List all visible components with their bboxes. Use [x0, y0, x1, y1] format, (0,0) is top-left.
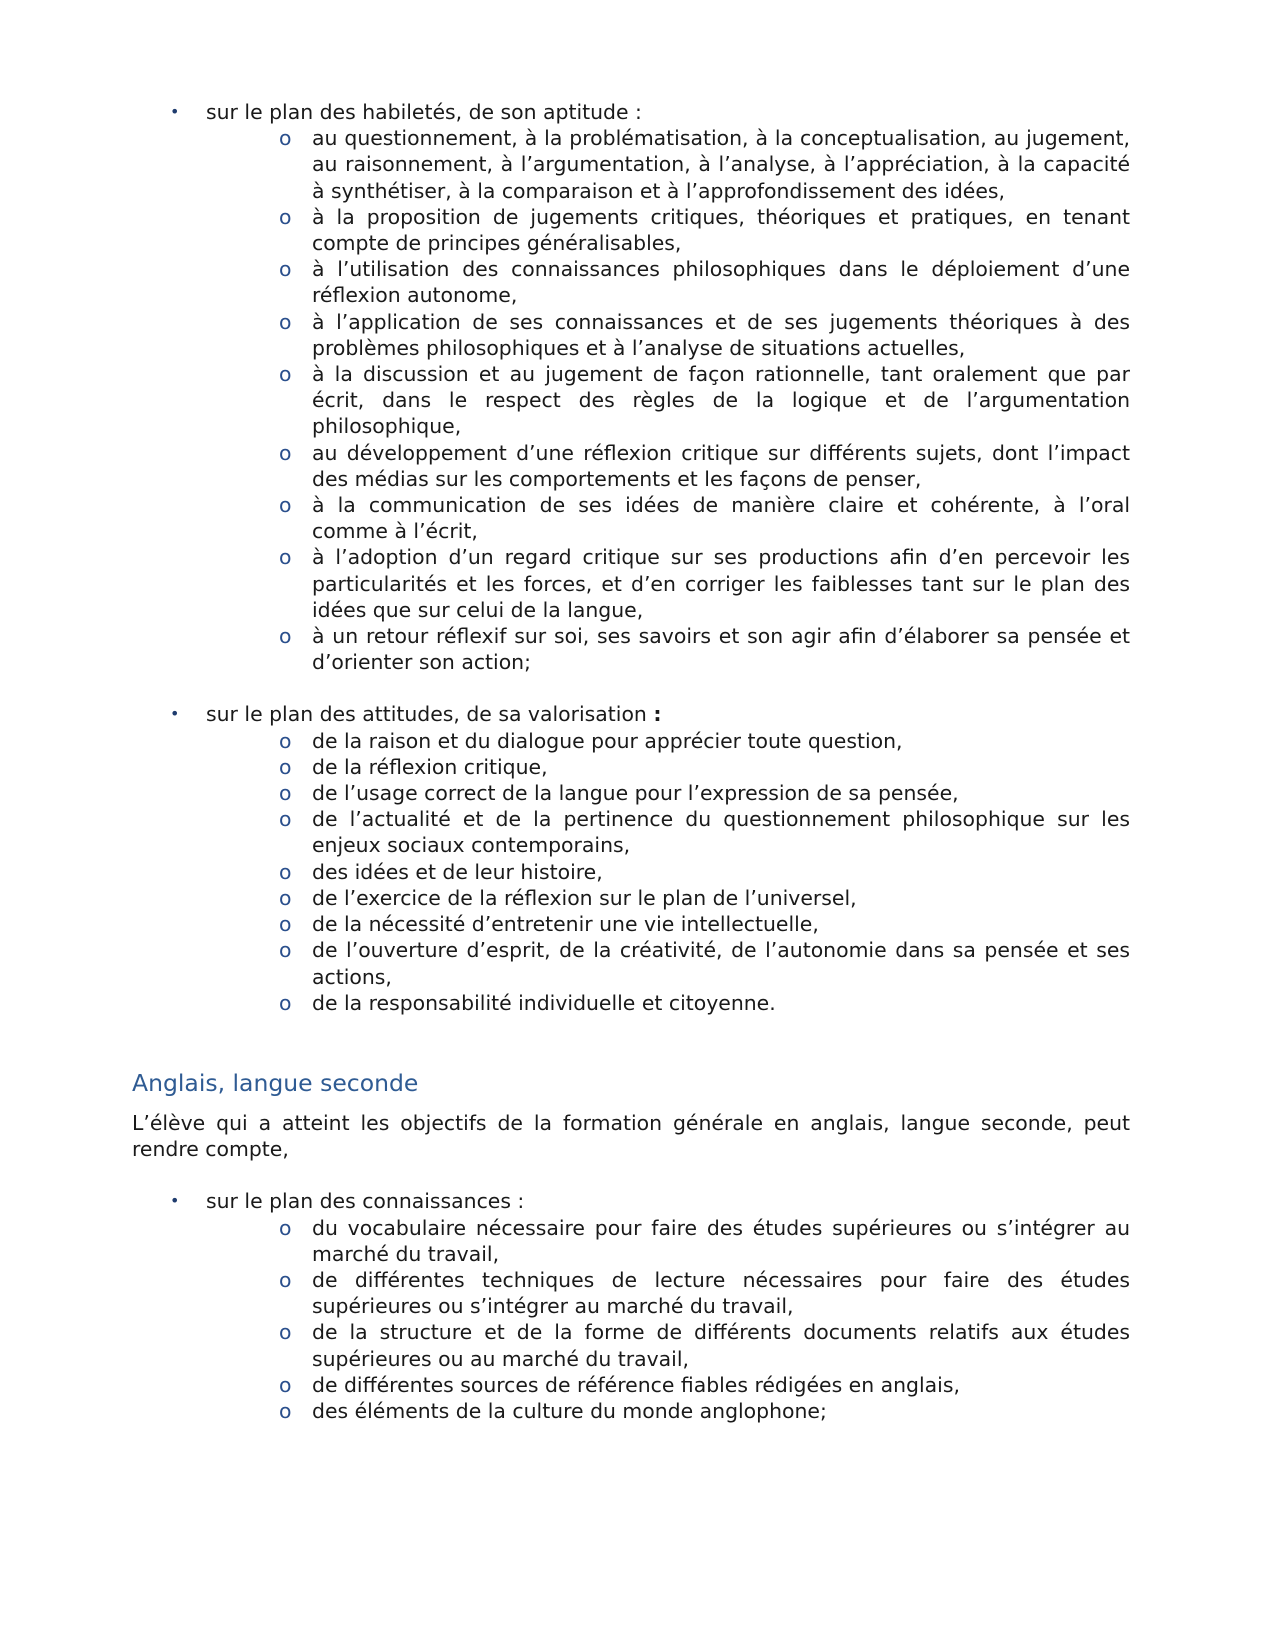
sub-bullet-icon: o — [279, 1215, 292, 1240]
list-item — [279, 937, 1130, 989]
list-item-text: du vocabulaire nécessaire pour faire des études supérieures ou s’intégrer au marché du travail, — [312, 1215, 1130, 1266]
list-item-text: à l’application de ses connaissances et de ses jugements théoriques à des problèmes philosophiques et à l’analyse de situations actuelles, — [312, 309, 1130, 360]
sub-bullet-icon: o — [279, 1398, 292, 1423]
attitudes-item — [132, 701, 1130, 1015]
list-item — [279, 806, 1130, 858]
anglais-list — [132, 1188, 1130, 1424]
list-item — [279, 728, 1130, 754]
attitudes-lead: sur le plan des attitudes, de sa valorisation — [206, 702, 647, 727]
list-item — [279, 623, 1130, 675]
sub-bullet-icon: o — [279, 1320, 292, 1345]
list-item — [279, 1215, 1130, 1267]
list-item — [279, 1319, 1130, 1371]
attitudes-sublist — [206, 728, 1130, 1016]
list-item-text: des éléments de la culture du monde anglophone; — [312, 1398, 827, 1423]
list-item — [279, 440, 1130, 492]
sub-bullet-icon: o — [279, 807, 292, 832]
list-item-text: de la structure et de la forme de différents documents relatifs aux études supérieures ou au marché du travail, — [312, 1320, 1130, 1371]
attitudes-lead-colon: : — [653, 702, 662, 727]
connaissances-sublist — [206, 1215, 1130, 1425]
list-item — [279, 309, 1130, 361]
habiletes-sublist — [206, 125, 1130, 675]
anglais-intro: L’élève qui a atteint les objectifs de la formation générale en anglais, langue seconde, peut rendre compte, — [132, 1110, 1130, 1162]
list-item-text: à un retour réflexif sur soi, ses savoirs et son agir afin d’élaborer sa pensée et d’orienter son action; — [312, 624, 1130, 675]
connaissances-item — [132, 1188, 1130, 1424]
list-item — [279, 544, 1130, 623]
list-item-text: de l’exercice de la réflexion sur le plan de l’universel, — [312, 885, 857, 910]
list-item-text: au questionnement, à la problématisation, à la conceptualisation, au jugement, au raisonnement, à l’argumentation, à l’analyse, à l’appréciation, à la capacité à synthétiser, à la comparaison et à l’approfondissement des idées, — [312, 126, 1130, 203]
list-item — [279, 256, 1130, 308]
list-item-text: à l’adoption d’un regard critique sur ses productions afin d’en percevoir les particularités et les forces, et d’en corriger les faiblesses tant sur le plan des idées que sur celui de la langue, — [312, 545, 1130, 622]
list-item-text: au développement d’une réflexion critique sur différents sujets, dont l’impact des médias sur les comportements et les façons de penser, — [312, 440, 1130, 491]
list-item — [279, 1372, 1130, 1398]
sub-bullet-icon: o — [279, 1372, 292, 1397]
list-item — [279, 780, 1130, 806]
sub-bullet-icon: o — [279, 859, 292, 884]
connaissances-lead: sur le plan des connaissances : — [206, 1189, 525, 1214]
list-item — [279, 1398, 1130, 1424]
sub-bullet-icon: o — [279, 624, 292, 649]
sub-bullet-icon: o — [279, 204, 292, 229]
list-item-text: de l’usage correct de la langue pour l’expression de sa pensée, — [312, 781, 959, 806]
list-item-text: de l’actualité et de la pertinence du questionnement philosophique sur les enjeux sociaux contemporains, — [312, 807, 1130, 858]
section-heading-anglais: Anglais, langue seconde — [132, 1068, 419, 1097]
list-item — [279, 754, 1130, 780]
list-item-text: de la raison et du dialogue pour apprécier toute question, — [312, 728, 903, 753]
list-item-text: de différentes techniques de lecture nécessaires pour faire des études supérieures ou s’intégrer au marché du travail, — [312, 1267, 1130, 1319]
list-item-text: à la discussion et au jugement de façon rationnelle, tant oralement que par écrit, dans le respect des règles de la logique et de l’argumentation philosophique, — [312, 362, 1130, 439]
sub-bullet-icon: o — [279, 126, 292, 151]
sub-bullet-icon: o — [279, 938, 292, 963]
list-item — [279, 1267, 1130, 1319]
bullet-icon: • — [170, 704, 180, 724]
list-item — [279, 885, 1130, 911]
sub-bullet-icon: o — [279, 1267, 292, 1292]
list-item — [279, 492, 1130, 544]
list-item — [279, 204, 1130, 256]
list-item — [279, 859, 1130, 885]
sub-bullet-icon: o — [279, 728, 292, 753]
sub-bullet-icon: o — [279, 545, 292, 570]
sub-bullet-icon: o — [279, 440, 292, 465]
list-item-text: à l’utilisation des connaissances philosophiques dans le déploiement d’une réflexion autonome, — [312, 257, 1130, 308]
list-item-text: des idées et de leur histoire, — [312, 859, 603, 884]
sub-bullet-icon: o — [279, 990, 292, 1015]
list-item — [279, 361, 1130, 440]
list-item — [279, 125, 1130, 204]
sub-bullet-icon: o — [279, 257, 292, 282]
page-content — [132, 99, 1130, 1424]
list-item — [279, 990, 1130, 1016]
list-item-text: de différentes sources de référence fiables rédigées en anglais, — [312, 1372, 960, 1397]
sub-bullet-icon: o — [279, 754, 292, 779]
list-item-text: à la communication de ses idées de manière claire et cohérente, à l’oral comme à l’écrit, — [312, 493, 1130, 544]
bullet-icon: • — [170, 102, 180, 121]
sub-bullet-icon: o — [279, 781, 292, 806]
list-item-text: de la réflexion critique, — [312, 754, 548, 779]
sub-bullet-icon: o — [279, 309, 292, 334]
sub-bullet-icon: o — [279, 912, 292, 937]
habiletes-lead: sur le plan des habiletés, de son aptitude : — [206, 100, 642, 124]
list-item — [279, 911, 1130, 937]
sub-bullet-icon: o — [279, 885, 292, 910]
list-item-text: à la proposition de jugements critiques, théoriques et pratiques, en tenant compte de principes généralisables, — [312, 204, 1130, 256]
list-item-text: de la responsabilité individuelle et citoyenne. — [312, 990, 776, 1015]
sub-bullet-icon: o — [279, 493, 292, 518]
sub-bullet-icon: o — [279, 362, 292, 387]
bullet-icon: • — [170, 1191, 180, 1211]
habiletes-list — [132, 99, 1130, 1016]
habiletes-item — [132, 99, 1130, 675]
list-item-text: de l’ouverture d’esprit, de la créativité, de l’autonomie dans sa pensée et ses actions, — [312, 938, 1130, 989]
list-item-text: de la nécessité d’entretenir une vie intellectuelle, — [312, 912, 819, 937]
